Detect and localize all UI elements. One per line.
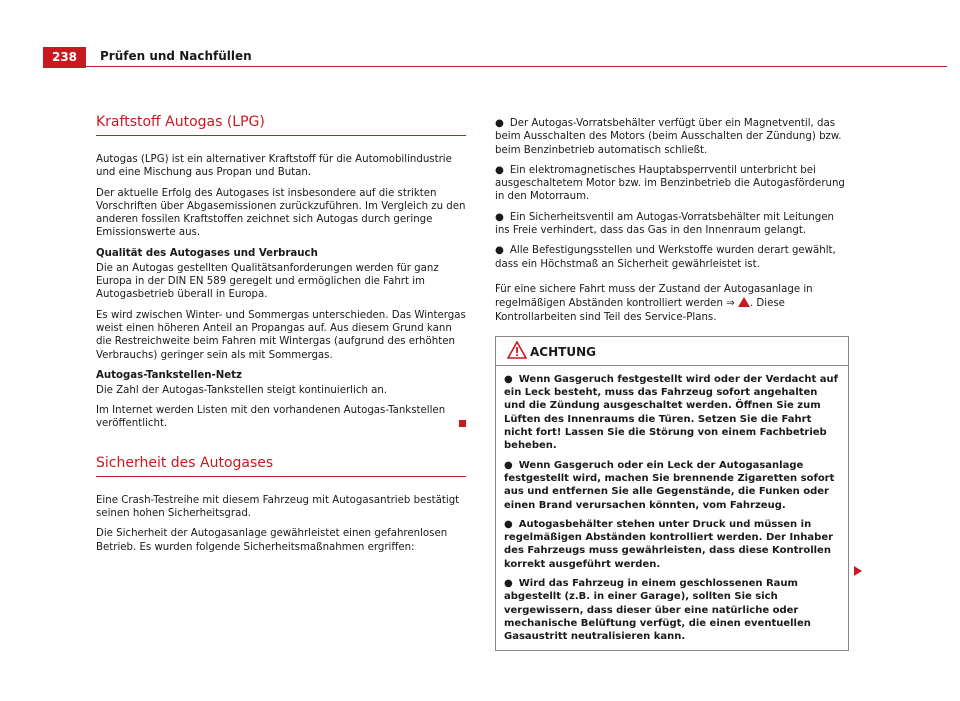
warning-triangle-icon bbox=[738, 297, 750, 307]
paragraph: Der aktuelle Erfolg des Autogases ist insbesondere auf die strikten Vorschriften über Abgasemissionen zurückzuführen. Im Vergleich zu den anderen fossilen Kraftstoffen zeichnet sich Autogas durch geringe Emissionswerte aus. bbox=[96, 187, 466, 239]
paragraph: Die Zahl der Autogas-Tankstellen steigt kontinuierlich an. bbox=[96, 384, 388, 396]
bullet-icon: ● bbox=[495, 211, 504, 223]
warning-box bbox=[495, 336, 849, 651]
list-item: ● Autogasbehälter stehen unter Druck und müssen in regelmäßigen Abständen kontrolliert werden. Der Inhaber des Fahrzeugs muss gewährleisten, dass diese Kontrollen korrekt ausgeführt werden. bbox=[504, 518, 834, 570]
warning-label: ACHTUNG bbox=[530, 344, 596, 359]
page-title: Prüfen und Nachfüllen bbox=[100, 49, 252, 63]
list-item: ● Wenn Gasgeruch oder ein Leck der Autogasanlage festgestellt wird, machen Sie brennende Zigaretten sofort aus und entfernen Sie alle Gegenstände, die Funken oder einen Brand verursachen könnten, vom Fahrzeug. bbox=[504, 459, 835, 511]
list-item: ● Wenn Gasgeruch festgestellt wird oder der Verdacht auf ein Leck besteht, muss das Fahrzeug sofort angehalten und die Zündung ausgeschaltet werden. Öffnen Sie zum Lüften des Innenraums die Türen. Setzen Sie die Fahrt nicht fort! Lassen Sie die Störung von einem Fachbetrieb beheben. bbox=[504, 373, 838, 452]
continue-arrow-icon bbox=[854, 566, 862, 576]
paragraph: Die an Autogas gestellten Qualitätsanforderungen werden für ganz Europa in der DIN EN 589 geregelt und ermöglichen die Fahrt im Autogasbetrieb überall in Europa. bbox=[96, 262, 439, 301]
bullet-icon: ● bbox=[495, 118, 504, 129]
warning-box-header bbox=[496, 337, 848, 366]
bullet-icon: ● bbox=[504, 373, 513, 385]
list-item: ● Ein Sicherheitsventil am Autogas-Vorratsbehälter mit Leitungen ins Freie verhindert, dass das Gas in den Innenraum gelangt. bbox=[495, 211, 834, 237]
paragraph: Für eine sichere Fahrt muss der Zustand der Autogasanlage in regelmäßigen Abständen kontrolliert werden ⇒ . Diese Kontrollarbeiten sind Teil des Service-Plans. bbox=[495, 283, 813, 323]
page-number: 238 bbox=[43, 47, 86, 68]
list-item: ● Der Autogas-Vorratsbehälter verfügt über ein Magnetventil, das beim Ausschalten des Motors (beim Ausschalten der Zündung) bzw. beim Benzinbetrieb automatisch schließt. bbox=[495, 118, 842, 156]
paragraph: Autogas (LPG) ist ein alternativer Kraftstoff für die Automobilindustrie und eine Mischung aus Propan und Butan. bbox=[96, 154, 452, 179]
sub-heading-network: Autogas-Tankstellen-Netz bbox=[96, 369, 242, 381]
warning-triangle-icon bbox=[507, 341, 527, 359]
list-item: ● Alle Befestigungsstellen und Werkstoffe wurden derart gewählt, dass ein Höchstmaß an Sicherheit gewährleistet ist. bbox=[495, 245, 836, 270]
bullet-icon: ● bbox=[504, 578, 513, 590]
bullet-icon: ● bbox=[504, 518, 513, 530]
paragraph bbox=[96, 404, 466, 431]
bullet-icon: ● bbox=[495, 164, 504, 176]
section-end-icon bbox=[459, 420, 466, 427]
bullet-icon: ● bbox=[504, 459, 513, 471]
header-rule bbox=[86, 66, 947, 67]
section-title-safety: Sicherheit des Autogases bbox=[96, 455, 466, 477]
warning-box-body bbox=[496, 366, 848, 650]
section-title-autogas: Kraftstoff Autogas (LPG) bbox=[96, 114, 466, 136]
paragraph: Eine Crash-Testreihe mit diesem Fahrzeug mit Autogasantrieb bestätigt seinen hohen Sicherheitsgrad. bbox=[96, 494, 460, 520]
paragraph-text: Im Internet werden Listen mit den vorhandenen Autogas-Tankstellen veröffentlicht. bbox=[96, 405, 446, 430]
list-item: ● Wird das Fahrzeug in einem geschlossenen Raum abgestellt (z.B. in einer Garage), sollten Sie sich vergewissern, dass dieser über eine natürliche oder mechanische Belüftung verfügt, die einen eventuellen Gasaustritt neutralisieren kann. bbox=[504, 578, 811, 643]
left-column bbox=[96, 114, 466, 561]
list-item: ● Ein elektromagnetisches Hauptabsperrventil unterbricht bei ausgeschaltetem Motor bzw. im Benzinbetrieb die Autogasförderung in den Motorraum. bbox=[495, 164, 845, 203]
sub-heading-quality: Qualität des Autogases und Verbrauch bbox=[96, 247, 318, 259]
right-column bbox=[495, 117, 851, 651]
bullet-icon: ● bbox=[495, 245, 504, 257]
paragraph: Die Sicherheit der Autogasanlage gewährleistet einen gefahrenlosen Betrieb. Es wurden folgende Sicherheitsmaßnahmen ergriffen: bbox=[96, 528, 448, 553]
paragraph: Es wird zwischen Winter- und Sommergas unterschieden. Das Wintergas weist einen höheren Anteil an Propangas auf. Aus diesem Grund kann die Restreichweite beim Fahren mit Wintergas (aufgrund des erhöhten Verbrauchs) geringer sein als mit Sommergas. bbox=[96, 309, 466, 361]
